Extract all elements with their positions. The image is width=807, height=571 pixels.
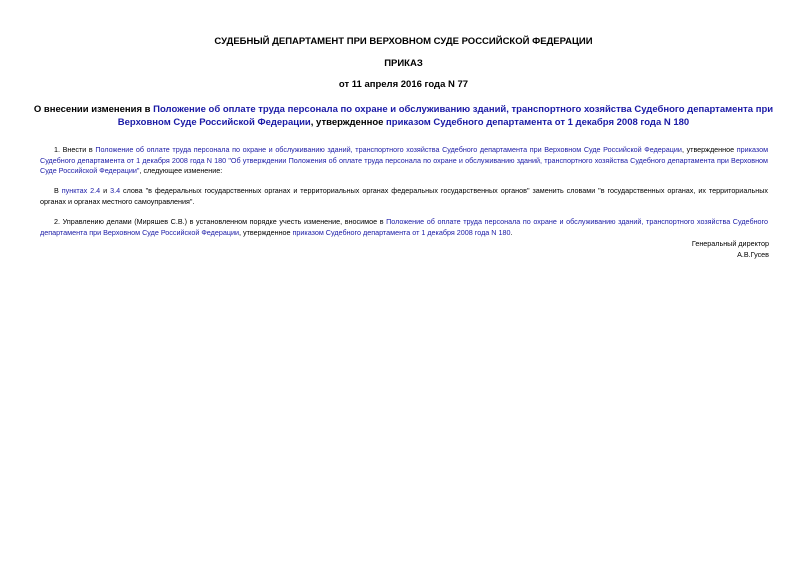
document-date-number: от 11 апреля 2016 года N 77 [338, 79, 469, 90]
document-type-heading: ПРИКАЗ [384, 58, 423, 69]
para3-prefix: 2. Управлению делами (Миряшев С.В.) в установленном порядке учесть изменение, вносимое в [54, 217, 387, 226]
para2-points-link[interactable]: пунктах 2.4 [61, 186, 101, 195]
subject-middle: , утвержденное [310, 117, 387, 128]
signature-name: А.В.Гусев [737, 249, 769, 259]
para3-suffix: . [510, 227, 513, 237]
department-heading: СУДЕБНЫЙ ДЕПАРТАМЕНТ ПРИ ВЕРХОВНОМ СУДЕ РОССИЙСКОЙ ФЕДЕРАЦИИ [214, 36, 593, 47]
subject-order-link[interactable]: приказом Судебного департамента от 1 декабря 2008 года N 180 [386, 117, 690, 128]
para3-middle: , утвержденное [238, 227, 293, 237]
para2-and: и [100, 186, 111, 195]
subject-regulation-link[interactable]: Положение об оплате труда персонала по охране и обслуживанию зданий, транспортного хозяйства Судебного департамента при Верховном Суде Российской Федерации [117, 104, 774, 128]
para1-regulation-link[interactable]: Положение об оплате труда персонала по охране и обслуживанию зданий, транспортного хозяйства Судебного департамента при Верховном Суде Российской Федерации [95, 145, 682, 154]
signature-block [692, 239, 769, 260]
para2-point34-link[interactable]: 3.4 [110, 186, 121, 195]
para1-prefix: 1. Внести в [54, 145, 96, 154]
paragraph-2 [40, 186, 768, 207]
paragraph-3 [40, 217, 768, 238]
signature-position: Генеральный директор [691, 239, 769, 248]
para1-suffix: , следующее изменение: [139, 166, 223, 175]
para1-order-link[interactable]: приказом Судебного департамента от 1 декабря 2008 года N 180 "Об утверждении Положения об оплате труда персонала по охране и обслуживанию зданий, транспортного хозяйства Судебного департамента при Верховном Суде Российской Федерации" [40, 145, 769, 175]
para3-order-link[interactable]: приказом Судебного департамента от 1 декабря 2008 года N 180 [292, 227, 511, 237]
subject-prefix: О внесении изменения в [33, 104, 154, 115]
para2-prefix: В [54, 186, 62, 195]
paragraph-1 [40, 145, 768, 177]
para1-middle: , утвержденное [681, 145, 737, 154]
para3-regulation-link[interactable]: Положение об оплате труда персонала по охране и обслуживанию зданий, транспортного хозяйства Судебного департамента при Верховном Суде Российской Федерации [40, 217, 769, 237]
para2-text: слова "в федеральных государственных органах и территориальных органах федеральных государственных органов" заменить словами "в государственных органах, их территориальных органах и органах местного самоуправления". [40, 186, 768, 206]
document-subject [30, 103, 777, 129]
